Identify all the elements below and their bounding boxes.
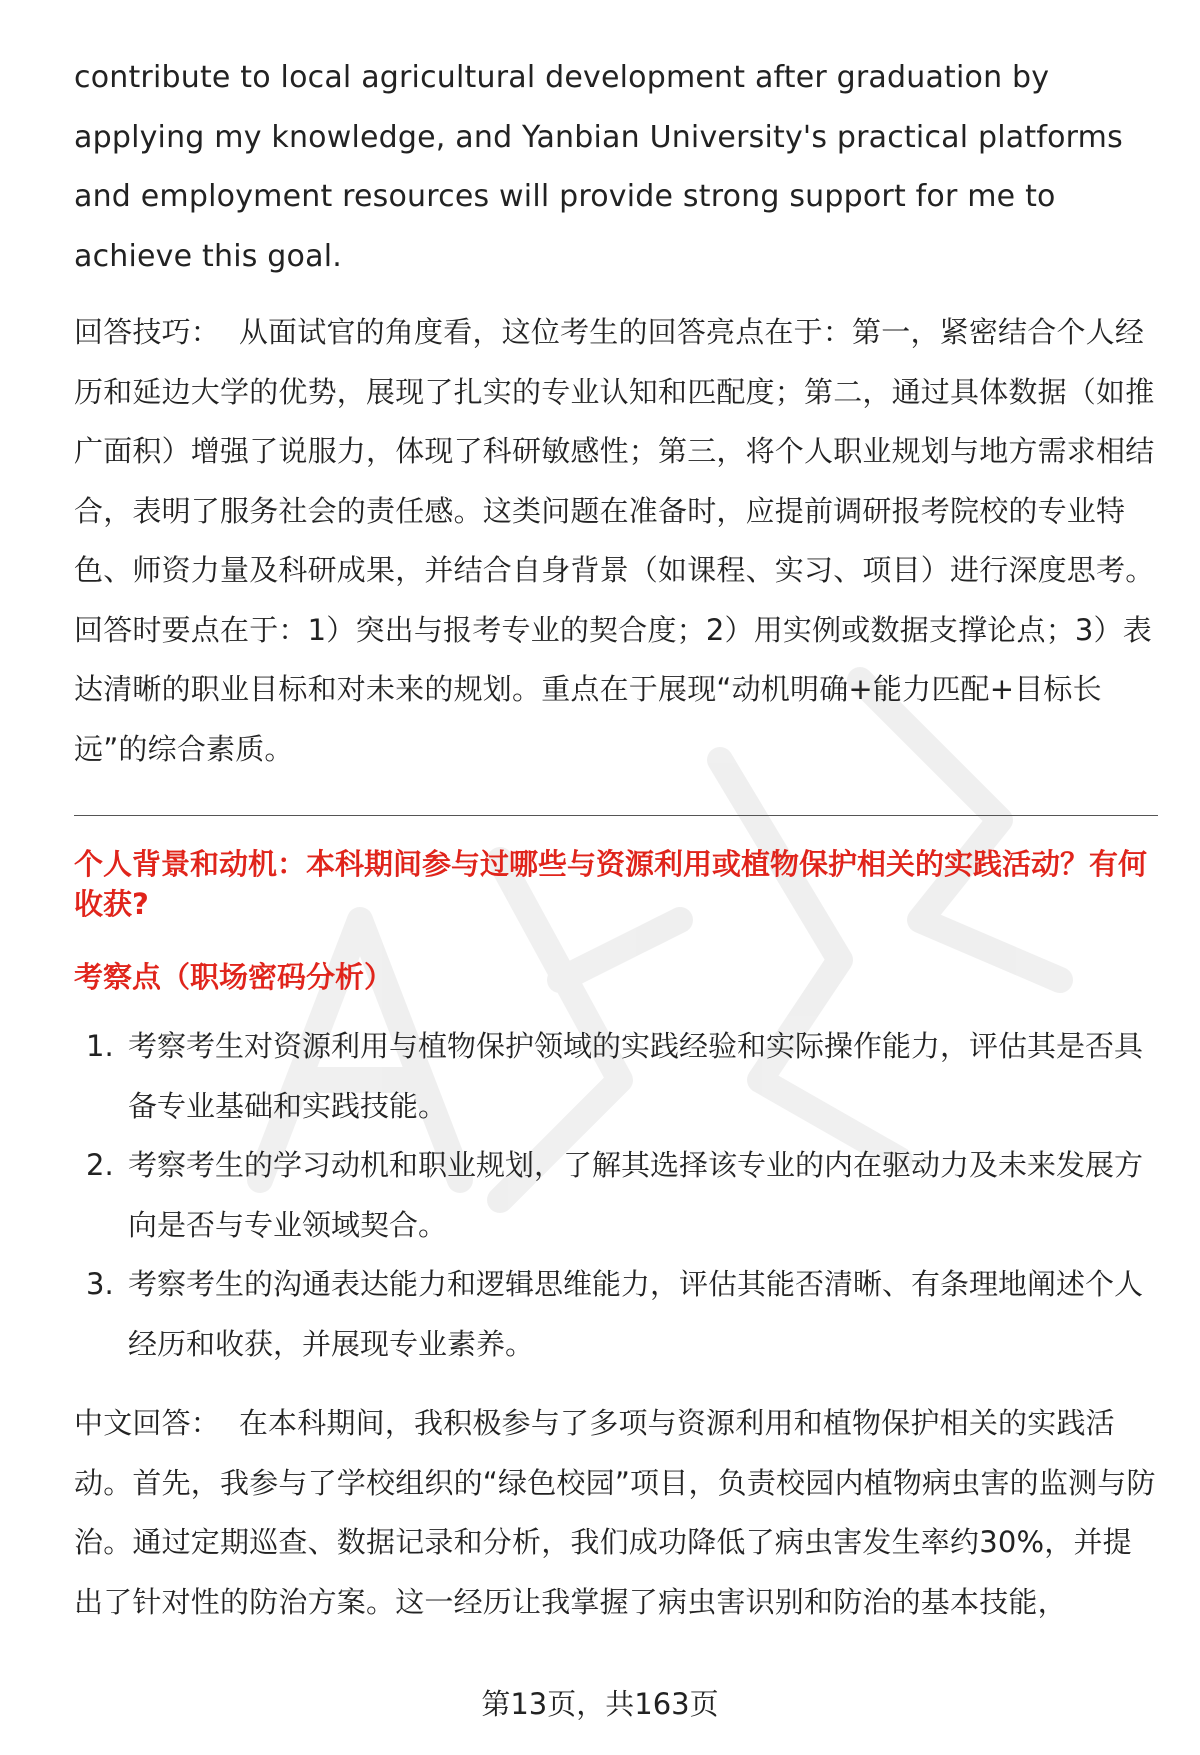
question-title: 个人背景和动机：本科期间参与过哪些与资源利用或植物保护相关的实践活动？有何收获? [74,847,1148,921]
chinese-answer-label: 中文回答： [74,1406,221,1440]
list-item [74,1255,1158,1374]
content-area [74,48,1158,1632]
list-item-number: 1. [86,1029,114,1063]
chinese-answer-paragraph [74,1394,1158,1632]
section-divider [74,815,1158,816]
list-item-text: 考察考生的沟通表达能力和逻辑思维能力，评估其能否清晰、有条理地阐述个人经历和收获，并展现专业素养。 [128,1267,1144,1361]
list-item-text: 考察考生对资源利用与植物保护领域的实践经验和实际操作能力，评估其是否具备专业基础和实践技能。 [128,1029,1144,1123]
list-item-number: 2. [86,1148,114,1182]
list-item-text: 考察考生的学习动机和职业规划，了解其选择该专业的内在驱动力及未来发展方向是否与专业领域契合。 [128,1148,1144,1242]
assessment-points-list [74,1017,1158,1374]
assessment-heading: 考察点（职场密码分析） [74,960,394,994]
list-item [74,1136,1158,1255]
page-footer: 第13页，共163页 [481,1687,719,1721]
list-item-number: 3. [86,1267,114,1301]
answer-tips-label: 回答技巧： [74,315,221,349]
list-item [74,1017,1158,1136]
answer-tips-paragraph [74,303,1158,779]
chinese-answer-text: 在本科期间，我积极参与了多项与资源利用和植物保护相关的实践活动。首先，我参与了学校组织的“绿色校园”项目，负责校园内植物病虫害的监测与防治。通过定期巡查、数据记录和分析，我们成功降低了病虫害发生率约30%，并提出了针对性的防治方案。这一经历让我掌握了病虫害识别和防治的基本技能， [74,1406,1156,1619]
english-answer-paragraph: contribute to local agricultural development after graduation by applying my knowledge, and Yanbian University's practical platforms and employment resources will provide strong support for me to achieve this goal. [74,60,1123,274]
answer-tips-text: 从面试官的角度看，这位考生的回答亮点在于：第一，紧密结合个人经历和延边大学的优势，展现了扎实的专业认知和匹配度；第二，通过具体数据（如推广面积）增强了说服力，体现了科研敏感性；第三，将个人职业规划与地方需求相结合，表明了服务社会的责任感。这类问题在准备时，应提前调研报考院校的专业特色、师资力量及科研成果，并结合自身背景（如课程、实习、项目）进行深度思考。回答时要点在于：1）突出与报考专业的契合度；2）用实例或数据支撑论点；3）表达清晰的职业目标和对未来的规划。重点在于展现“动机明确+能力匹配+目标长远”的综合素质。 [74,315,1155,766]
